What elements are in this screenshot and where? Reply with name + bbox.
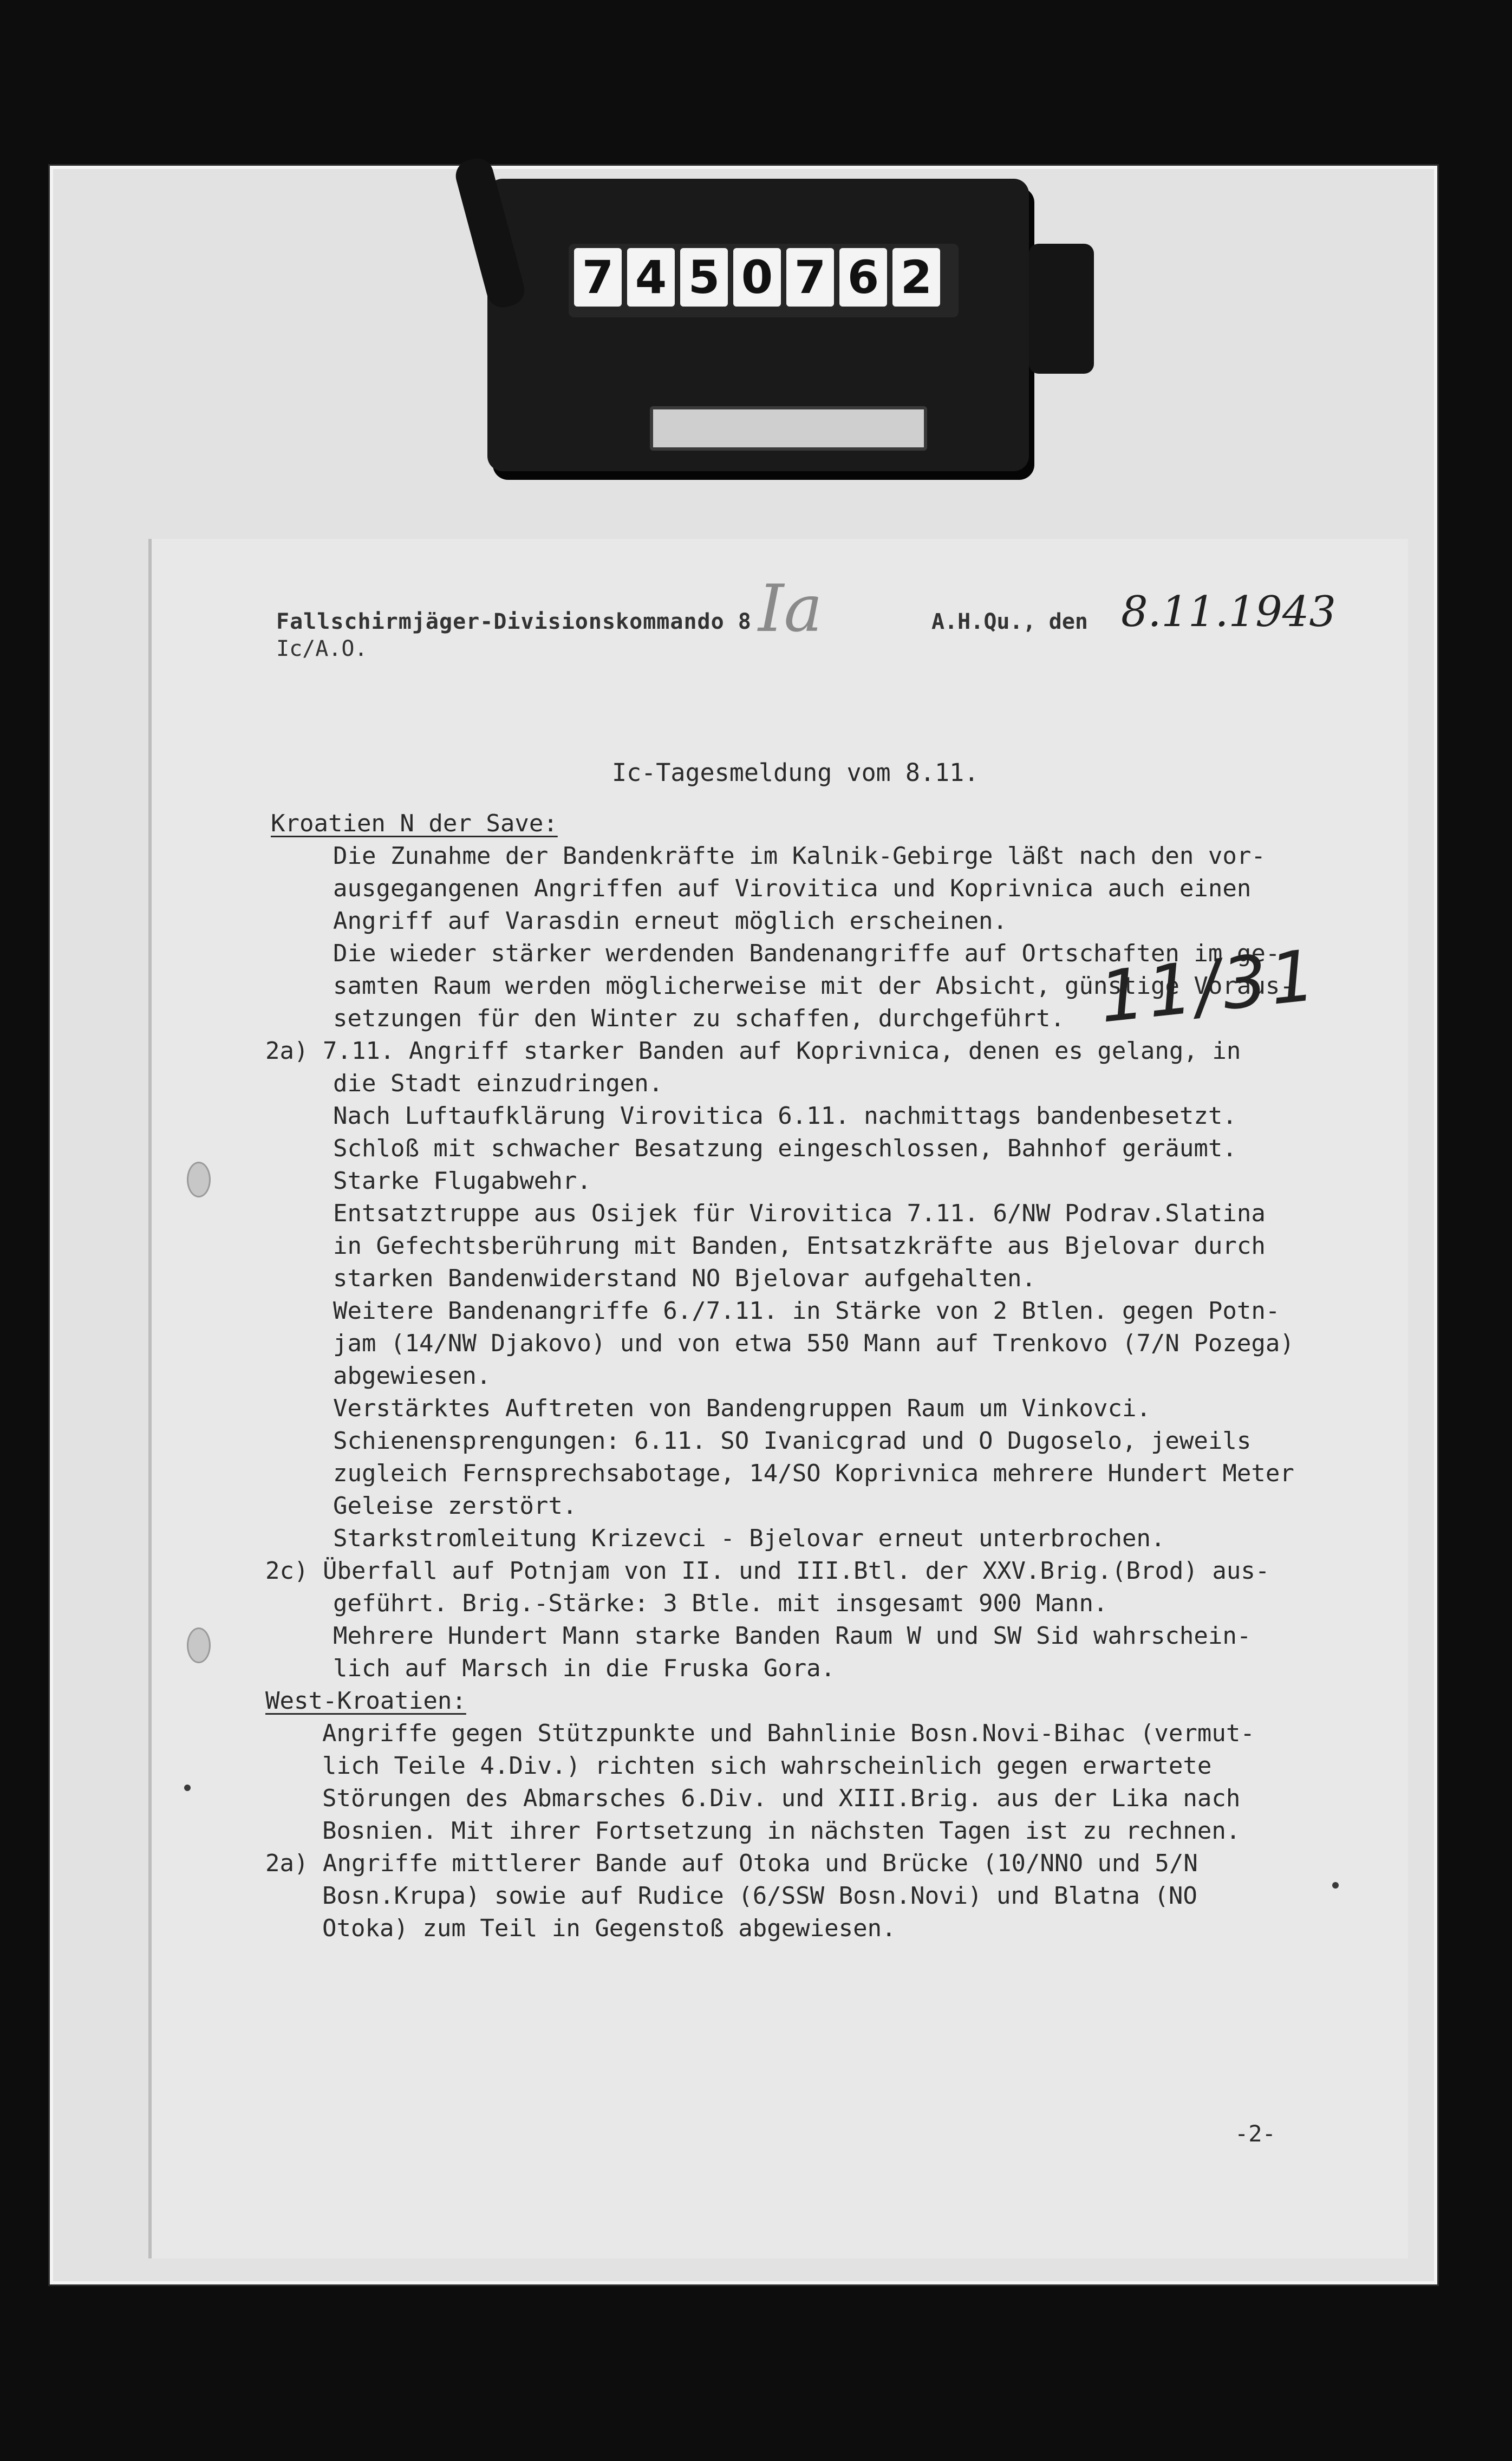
counter-digit: 4 — [627, 248, 675, 307]
body-line: Otoka) zum Teil in Gegenstoß abgewiesen. — [322, 1915, 896, 1942]
body-line: Entsatztruppe aus Osijek für Virovitica 7.11. 6/NW Podrav.Slatina — [333, 1200, 1266, 1227]
body-line: Schloß mit schwacher Besatzung eingeschlossen, Bahnhof geräumt. — [333, 1135, 1237, 1162]
page-number: -2- — [1235, 2120, 1276, 2147]
body-line: Störungen des Abmarsches 6.Div. und XIII.Brig. aus der Lika nach — [322, 1785, 1241, 1812]
body-line: in Gefechtsberührung mit Banden, Entsatzkräfte aus Bjelovar durch — [333, 1232, 1266, 1260]
body-line: zugleich Fernsprechsabotage, 14/SO Koprivnica mehrere Hundert Meter — [333, 1460, 1294, 1487]
body-line: Angriff auf Varasdin erneut möglich erscheinen. — [333, 907, 1008, 935]
document-page — [152, 539, 1408, 2258]
body-line: Starke Flugabwehr. — [333, 1167, 591, 1195]
body-line: setzungen für den Winter zu schaffen, durchgeführt. — [333, 1005, 1065, 1032]
document-title: Ic-Tagesmeldung vom 8.11. — [612, 758, 979, 787]
body-line: Die wieder stärker werdenden Bandenangriffe auf Ortschaften im ge- — [333, 940, 1280, 967]
counter-digit: 2 — [892, 248, 940, 307]
paper-speck — [1332, 1882, 1339, 1889]
section-heading: Kroatien N der Save: — [271, 810, 558, 837]
body-line: lich auf Marsch in die Fruska Gora. — [333, 1655, 836, 1682]
office-code: Ic/A.O. — [276, 636, 368, 661]
body-line: Geleise zerstört. — [333, 1492, 577, 1520]
numbering-stamp-device — [487, 179, 1029, 471]
counter-digit: 5 — [680, 248, 728, 307]
body-line: Starkstromleitung Krizevci - Bjelovar erneut unterbrochen. — [333, 1525, 1165, 1552]
counter-digits — [569, 244, 959, 317]
body-line: Verstärktes Auftreten von Bandengruppen Raum um Vinkovci. — [333, 1395, 1151, 1422]
handwritten-folio-number: 11/31 — [1096, 934, 1322, 1039]
reference-line: A.H.Qu., den — [931, 609, 1088, 634]
body-line: samten Raum werden möglicherweise mit der Absicht, günstige Voraus- — [333, 972, 1294, 1000]
section-heading: West-Kroatien: — [265, 1687, 466, 1715]
body-line: geführt. Brig.-Stärke: 3 Btle. mit insgesamt 900 Mann. — [333, 1590, 1108, 1617]
body-line: Angriffe gegen Stützpunkte und Bahnlinie Bosn.Novi-Bihac (vermut- — [322, 1720, 1255, 1747]
body-line: lich Teile 4.Div.) richten sich wahrscheinlich gegen erwartete — [322, 1752, 1212, 1780]
issuing-unit: Fallschirmjäger-Divisionskommando 8 — [276, 609, 752, 634]
body-line: 2a) Angriffe mittlerer Bande auf Otoka und Brücke (10/NNO und 5/N — [265, 1850, 1198, 1877]
device-knob — [1029, 244, 1094, 374]
body-line: Schienensprengungen: 6.11. SO Ivanicgrad und O Dugoselo, jeweils — [333, 1427, 1252, 1455]
body-line: Die Zunahme der Bandenkräfte im Kalnik-Gebirge läßt nach den vor- — [333, 842, 1266, 870]
counter-digit: 7 — [574, 248, 622, 307]
body-line: 2a) 7.11. Angriff starker Banden auf Koprivnica, denen es gelang, in — [265, 1037, 1241, 1065]
counter-digit: 0 — [733, 248, 781, 307]
body-line: Bosnien. Mit ihrer Fortsetzung in nächsten Tagen ist zu rechnen. — [322, 1817, 1241, 1845]
body-line: die Stadt einzudringen. — [333, 1070, 663, 1097]
body-line: jam (14/NW Djakovo) und von etwa 550 Mann auf Trenkovo (7/N Pozega) — [333, 1330, 1294, 1357]
punch-hole — [187, 1162, 211, 1197]
body-line: Bosn.Krupa) sowie auf Rudice (6/SSW Bosn.Novi) und Blatna (NO — [322, 1882, 1197, 1910]
handwritten-date: 8.11.1943 — [1121, 588, 1336, 636]
body-line: Mehrere Hundert Mann starke Banden Raum W und SW Sid wahrschein- — [333, 1622, 1252, 1650]
body-line: Nach Luftaufklärung Virovitica 6.11. nachmittags bandenbesetzt. — [333, 1102, 1237, 1130]
body-line: 2c) Überfall auf Potnjam von II. und III.Btl. der XXV.Brig.(Brod) aus- — [265, 1557, 1270, 1585]
body-line: starken Bandenwiderstand NO Bjelovar aufgehalten. — [333, 1265, 1037, 1292]
body-line: Weitere Bandenangriffe 6./7.11. in Stärke von 2 Btlen. gegen Potn- — [333, 1297, 1280, 1325]
body-line: abgewiesen. — [333, 1362, 491, 1390]
body-line: ausgegangenen Angriffen auf Virovitica und Koprivnica auch einen — [333, 875, 1252, 902]
counter-digit: 7 — [786, 248, 834, 307]
paper-speck — [184, 1785, 191, 1791]
handwritten-ia-mark: Ia — [758, 571, 823, 647]
counter-digit: 6 — [839, 248, 887, 307]
device-window — [650, 406, 927, 451]
punch-hole — [187, 1627, 211, 1663]
